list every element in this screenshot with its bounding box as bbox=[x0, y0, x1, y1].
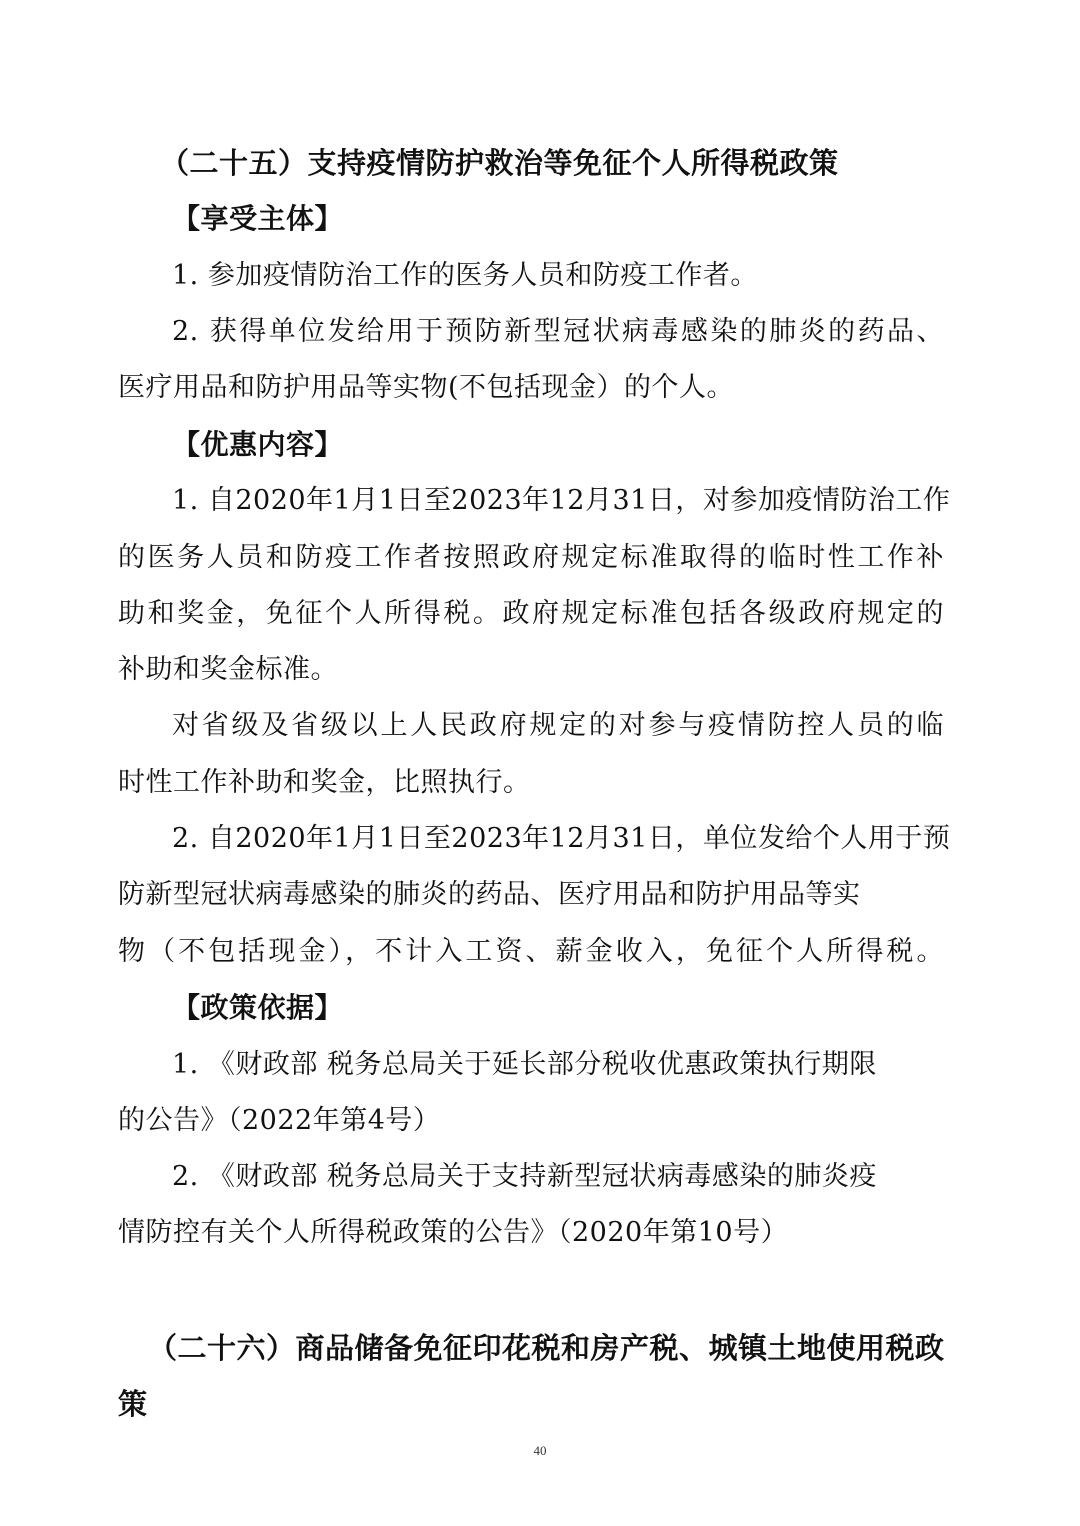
benefit-p3-line-3: 物（不包括现金），不计入工资、薪金收入，免征个人所得税。 bbox=[118, 936, 944, 967]
page-number: 40 bbox=[533, 1443, 547, 1458]
beneficiary-item-2-line-1: 2. 获得单位发给用于预防新型冠状病毒感染的肺炎的药品、 bbox=[172, 316, 944, 347]
section-25-title: （二十五）支持疫情防护救治等免征个人所得税政策 bbox=[160, 146, 839, 180]
beneficiary-item-1: 1. 参加疫情防治工作的医务人员和防疫工作者。 bbox=[172, 260, 758, 291]
beneficiaries-heading: 【享受主体】 bbox=[172, 202, 344, 235]
benefit-p3-line-1: 2. 自2020年1月1日至2023年12月31日，单位发给个人用于预 bbox=[172, 823, 951, 854]
basis-ref-2-line-1: 2. 《财政部 税务总局关于支持新型冠状病毒感染的肺炎疫 bbox=[172, 1161, 877, 1192]
benefit-p2-line-1: 对省级及省级以上人民政府规定的对参与疫情防控人员的临 bbox=[172, 710, 944, 741]
benefit-p1-line-4: 补助和奖金标准。 bbox=[118, 654, 338, 685]
basis-ref-1-line-2: 的公告》（2022年第4号） bbox=[118, 1105, 441, 1136]
benefit-p1-line-3: 助和奖金，免征个人所得税。政府规定标准包括各级政府规定的 bbox=[118, 598, 944, 629]
section-26-title-line-1: （二十六）商品储备免征印花税和房产税、城镇土地使用税政 bbox=[148, 1331, 945, 1365]
benefit-p1-line-2: 的医务人员和防疫工作者按照政府规定标准取得的临时性工作补 bbox=[118, 542, 944, 573]
basis-ref-1-line-1: 1. 《财政部 税务总局关于延长部分税收优惠政策执行期限 bbox=[172, 1049, 877, 1080]
benefit-p3-line-2: 防新型冠状病毒感染的肺炎的药品、医疗用品和防护用品等实 bbox=[118, 879, 861, 910]
basis-heading: 【政策依据】 bbox=[172, 991, 344, 1024]
benefit-p1-line-1: 1. 自2020年1月1日至2023年12月31日，对参加疫情防治工作 bbox=[172, 485, 951, 516]
basis-ref-2-line-2: 情防控有关个人所得税政策的公告》（2020年第10号） bbox=[118, 1217, 789, 1248]
section-26-title-line-2: 策 bbox=[118, 1387, 148, 1421]
benefits-heading: 【优惠内容】 bbox=[172, 428, 344, 461]
beneficiary-item-2-line-2: 医疗用品和防护用品等实物(不包括现金）的个人。 bbox=[118, 372, 735, 403]
benefit-p2-line-2: 时性工作补助和奖金，比照执行。 bbox=[118, 767, 531, 798]
